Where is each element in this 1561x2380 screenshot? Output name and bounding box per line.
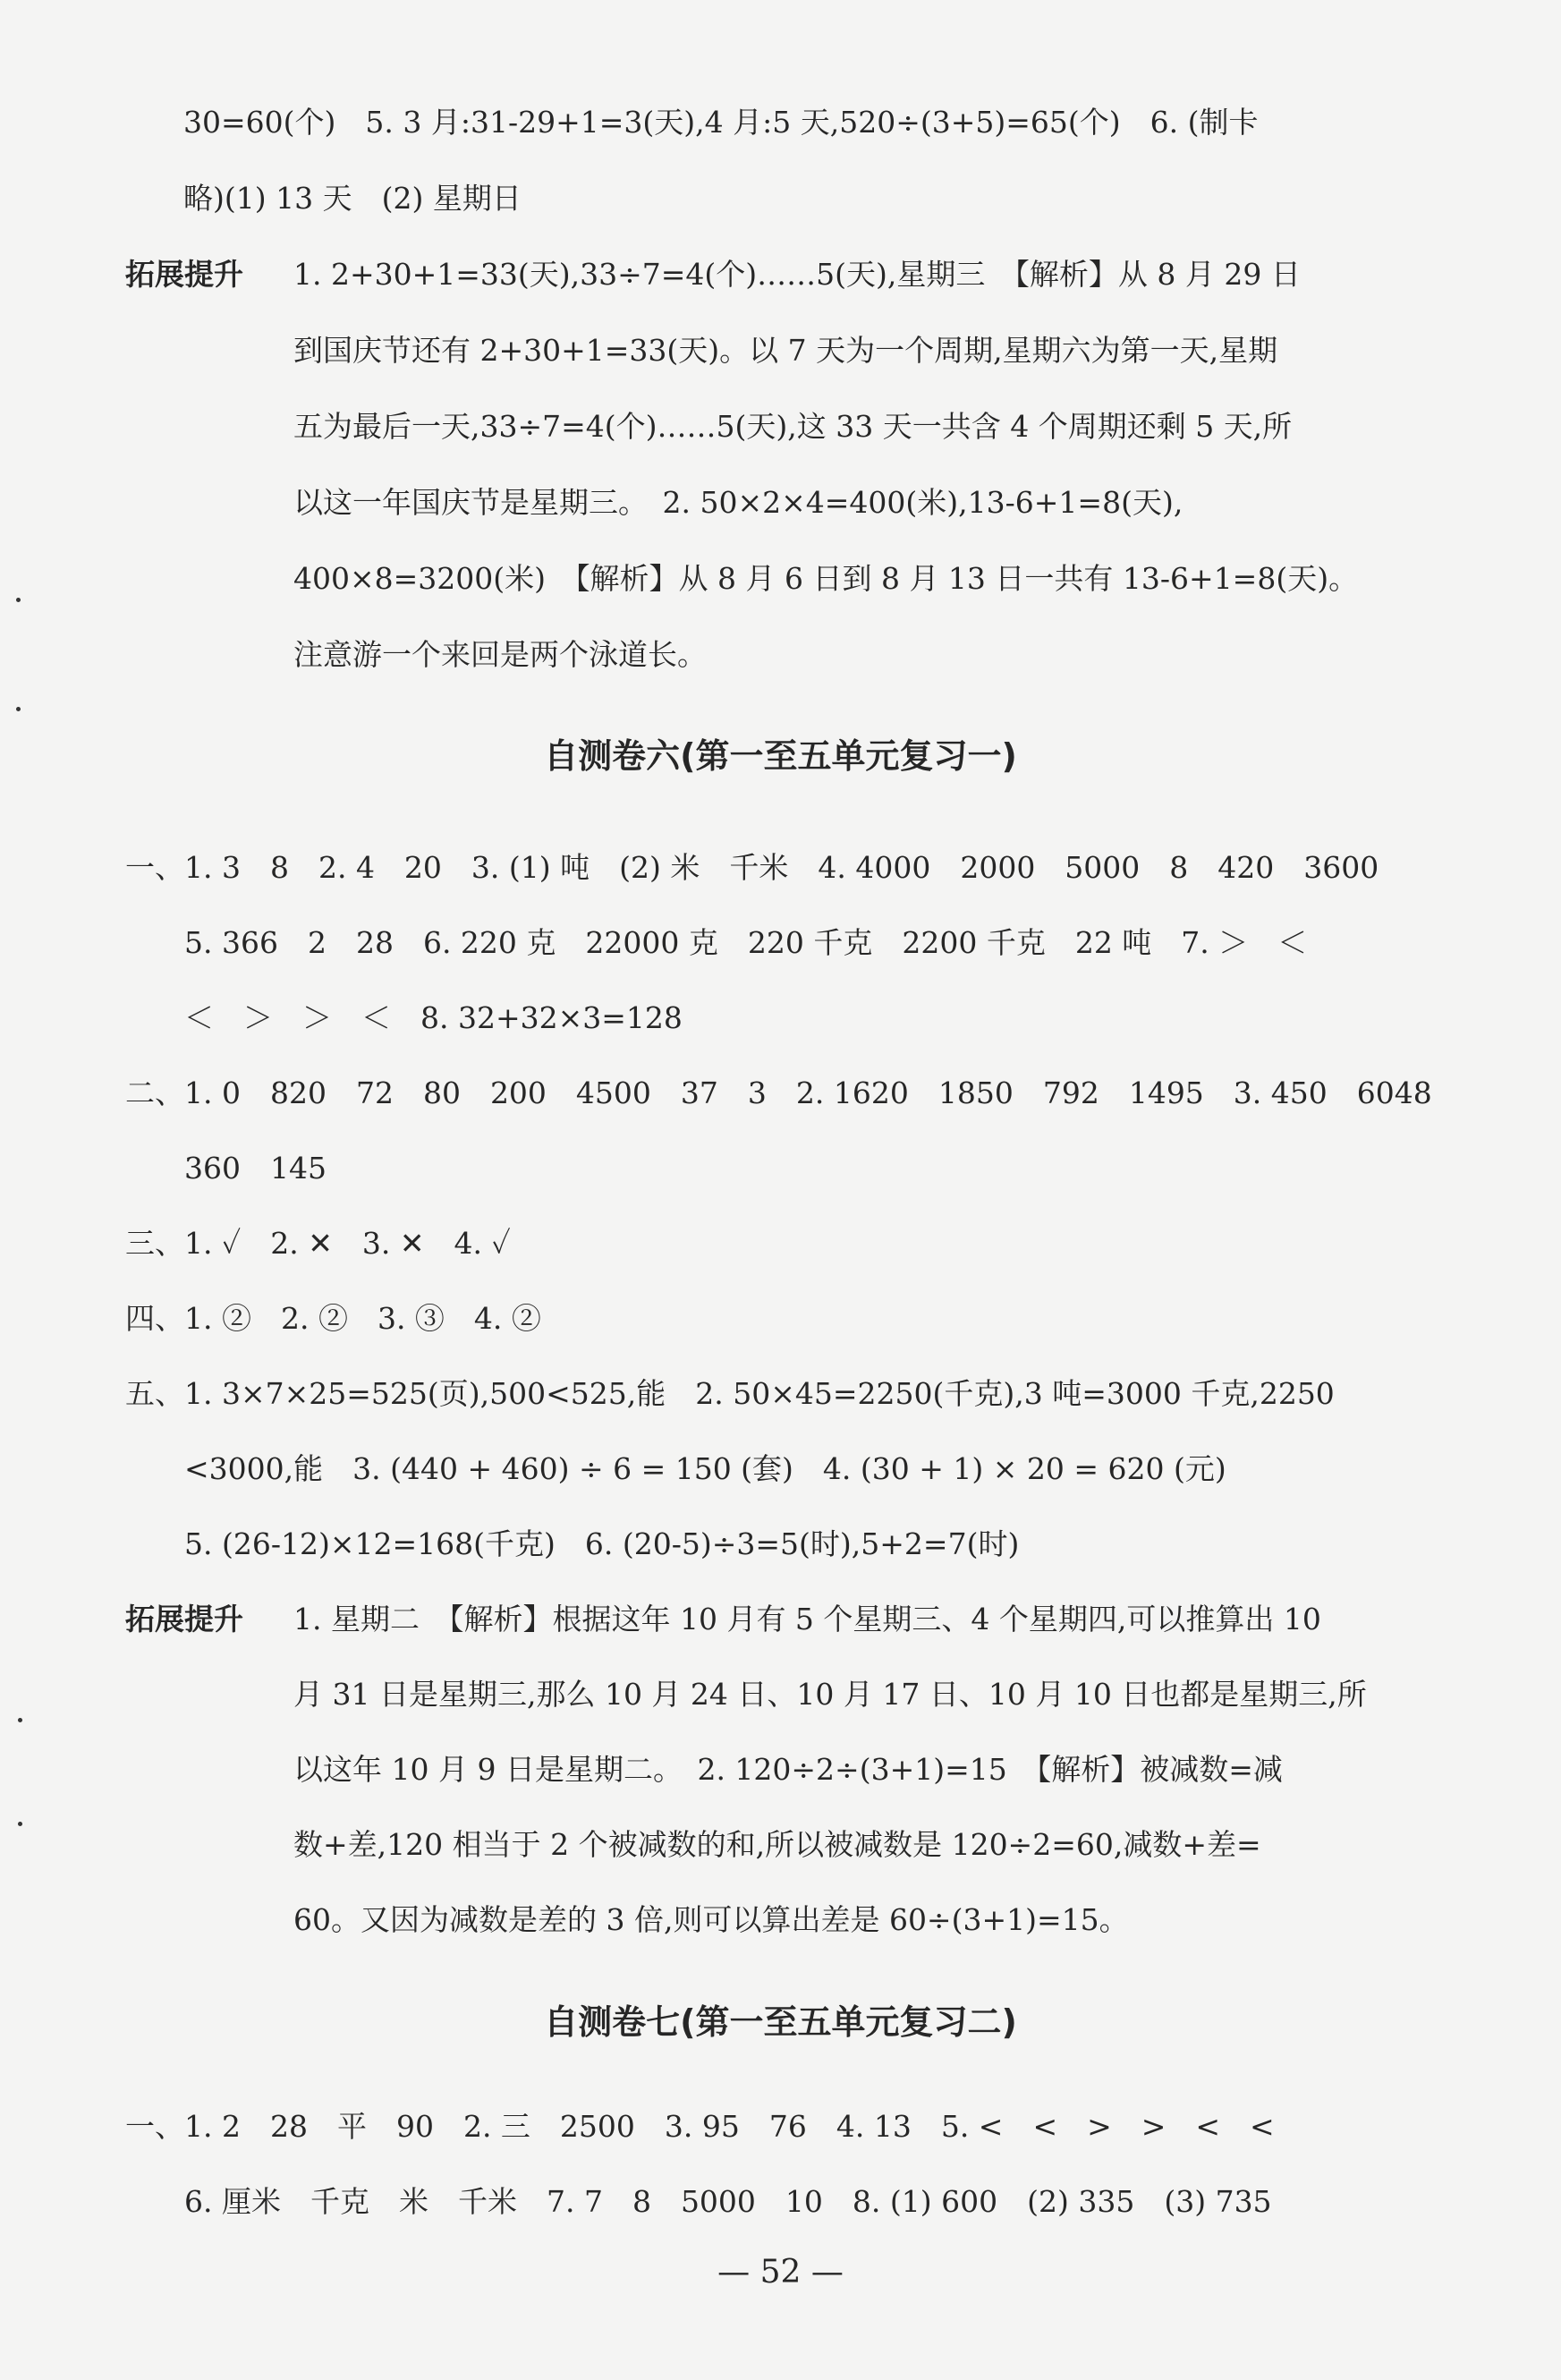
text-line: 数+差,120 相当于 2 个被减数的和,所以被减数是 120÷2=60,减数+差= [293, 1827, 1261, 1862]
text-line: 四、1. ② 2. ② 3. ③ 4. ② [125, 1301, 541, 1336]
text-line: 以这一年国庆节是星期三。 2. 50×2×4=400(米),13-6+1=8(天), [293, 485, 1183, 520]
text-line: 月 31 日是星期三,那么 10 月 24 日、10 月 17 日、10 月 10 日也都是星期三,所 [293, 1677, 1367, 1712]
extension-label: 拓展提升 [125, 1602, 243, 1636]
text-line: 二、1. 0 820 72 80 200 4500 37 3 2. 1620 1850 792 1495 3. 450 6048 [125, 1075, 1432, 1110]
text-line: 注意游一个来回是两个泳道长。 [293, 637, 707, 672]
text-line: 五为最后一天,33÷7=4(个)……5(天),这 33 天一共含 4 个周期还剩 5 天,所 [293, 409, 1293, 444]
text-line: 5. 366 2 28 6. 220 克 22000 克 220 千克 2200 千克 22 吨 7. ＞ ＜ [125, 925, 1308, 960]
text-line: 1. 星期二 【解析】根据这年 10 月有 5 个星期三、4 个星期四,可以推算出 10 [293, 1602, 1321, 1636]
text-line: 一、1. 2 28 平 90 2. 三 2500 3. 95 76 4. 13 5. < < > > < < [125, 2109, 1275, 2144]
page-number: — 52 — [717, 2254, 844, 2291]
text-line: 1. 2+30+1=33(天),33÷7=4(个)……5(天),星期三 【解析】从 8 月 29 日 [293, 257, 1301, 292]
text-line: 到国庆节还有 2+30+1=33(天)。以 7 天为一个周期,星期六为第一天,星期 [293, 333, 1278, 368]
text-line: ＜ ＞ ＞ ＜ 8. 32+32×3=128 [125, 1000, 683, 1035]
section-title: 自测卷六(第一至五单元复习一) [544, 736, 1017, 776]
text-line: 360 145 [125, 1151, 327, 1186]
text-line: 三、1. ✓ 2. ✕ 3. ✕ 4. ✓ [125, 1226, 511, 1261]
margin-dot [16, 598, 21, 602]
text-line: <3000,能 3. (440 + 460) ÷ 6 = 150 (套) 4. (30 + 1) × 20 = 620 (元) [125, 1451, 1226, 1486]
text-line: 6. 厘米 千克 米 千米 7. 7 8 5000 10 8. (1) 600 (2) 335 (3) 735 [125, 2184, 1272, 2219]
section-title: 自测卷七(第一至五单元复习二) [544, 2002, 1017, 2042]
text-line: 5. (26-12)×12=168(千克) 6. (20-5)÷3=5(时),5+2=7(时) [125, 1526, 1020, 1561]
text-line: 五、1. 3×7×25=525(页),500<525,能 2. 50×45=2250(千克),3 吨=3000 千克,2250 [125, 1376, 1335, 1411]
text-line: 一、1. 3 8 2. 4 20 3. (1) 吨 (2) 米 千米 4. 4000 2000 5000 8 420 3600 [125, 850, 1379, 885]
margin-dot [18, 1718, 22, 1722]
margin-dot [18, 1822, 22, 1826]
extension-label: 拓展提升 [125, 257, 243, 292]
margin-dot [16, 707, 21, 711]
text-line: 略)(1) 13 天 (2) 星期日 [183, 181, 522, 216]
text-line: 30=60(个) 5. 3 月:31-29+1=3(天),4 月:5 天,520÷(3+5)=65(个) 6. (制卡 [183, 105, 1259, 140]
text-line: 以这年 10 月 9 日是星期二。 2. 120÷2÷(3+1)=15 【解析】被减数=减 [293, 1752, 1283, 1787]
text-line: 400×8=3200(米) 【解析】从 8 月 6 日到 8 月 13 日一共有 13-6+1=8(天)。 [293, 561, 1359, 596]
text-line: 60。又因为减数是差的 3 倍,则可以算出差是 60÷(3+1)=15。 [293, 1902, 1129, 1937]
